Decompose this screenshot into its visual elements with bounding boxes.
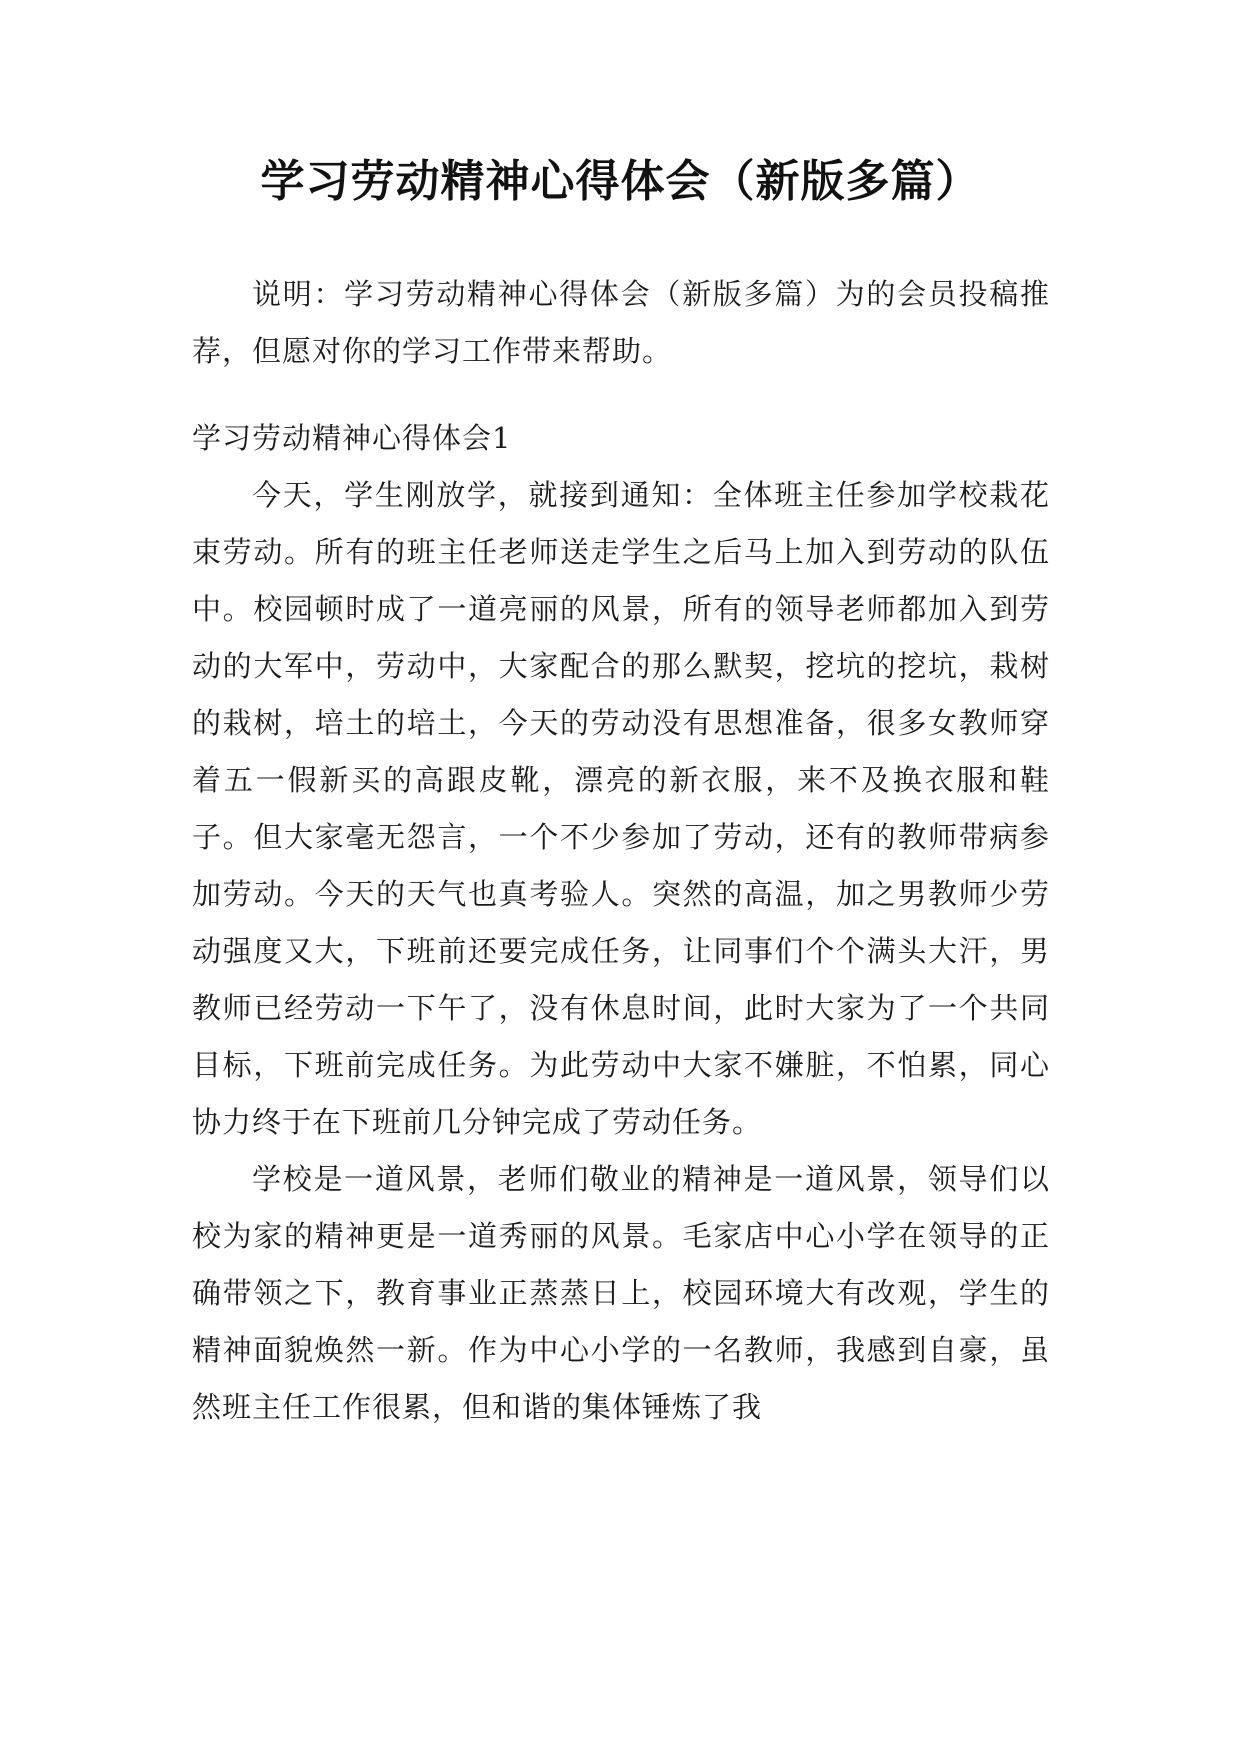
intro-block [192,266,1050,380]
section-heading: 学习劳动精神心得体会1 [192,421,512,455]
intro-paragraph: 说明：学习劳动精神心得体会（新版多篇）为的会员投稿推荐，但愿对你的学习工作带来帮助。 [192,277,1050,368]
body-paragraph-1: 今天，学生刚放学，就接到通知：全体班主任参加学校栽花束劳动。所有的班主任老师送走学生之后马上加入到劳动的队伍中。校园顿时成了一道亮丽的风景，所有的领导老师都加入到劳动的大军中，劳动中，大家配合的那么默契，挖坑的挖坑，栽树的栽树，培土的培土，今天的劳动没有思想准备，很多女教师穿着五一假新买的高跟皮靴，漂亮的新衣服，来不及换衣服和鞋子。但大家毫无怨言，一个不少参加了劳动，还有的教师带病参加劳动。今天的天气也真考验人。突然的高温，加之男教师少劳动强度又大，下班前还要完成任务，让同事们个个满头大汗，男教师已经劳动一下午了，没有休息时间，此时大家为了一个共同目标，下班前完成任务。为此劳动中大家不嫌脏，不怕累，同心协力终于在下班前几分钟完成了劳动任务。 [192,478,1050,1139]
section-body [192,467,1050,1436]
document-title: 学习劳动精神心得体会（新版多篇） [260,156,981,207]
body-paragraph-2: 学校是一道风景，老师们敬业的精神是一道风景，领导们以校为家的精神更是一道秀丽的风景。毛家店中心小学在领导的正确带领之下，教育事业正蒸蒸日上，校园环境大有改观，学生的精神面貌焕然一新。作为中心小学的一名教师，我感到自豪，虽然班主任工作很累，但和谐的集体锤炼了我 [192,1162,1050,1424]
